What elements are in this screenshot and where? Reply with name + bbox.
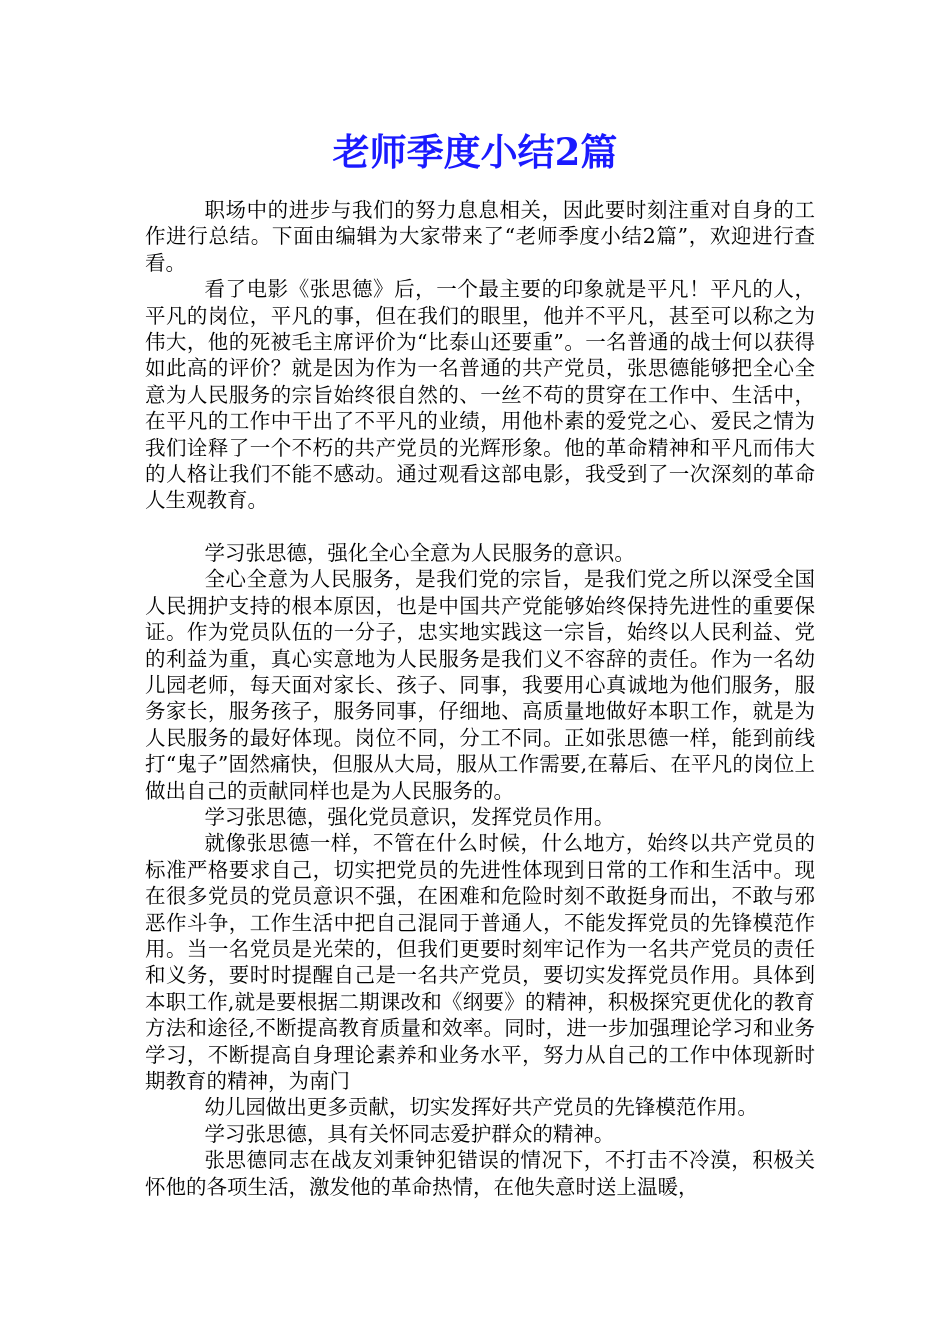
paragraph-care-comrades: 张思德同志在战友刘秉钟犯错误的情况下，不打击不冷漠，积极关怀他的各项生活，激发他的革命热情，在他失意时送上温暖， <box>145 1148 815 1199</box>
paragraph-serve-people: 全心全意为人民服务，是我们党的宗旨，是我们党之所以深受全国人民拥护支持的根本原因，也是中国共产党能够始终保持先进性的重要保证。作为党员队伍的一分子，忠实地实践这一宗旨，始终以人民利益、党的利益为重，真心实意地为人民服务是我们义不容辞的责任。作为一名幼儿园老师，每天面对家长、孩子、同事，我要用心真诚地为他们服务，服务家长，服务孩子，服务同事，仔细地、高质量地做好本职工作，就是为人民服务的最好体现。岗位不同，分工不同。正如张思德一样，能到前线打“鬼子”固然痛快，但服从大局，服从工作需要,在幕后、在平凡的岗位上做出自己的贡献同样也是为人民服务的。 <box>145 567 815 803</box>
paragraph-party-awareness: 就像张思德一样，不管在什么时候，什么地方，始终以共产党员的标准严格要求自己，切实把党员的先进性体现到日常的工作和生活中。现在很多党员的党员意识不强，在困难和危险时刻不敢挺身而出，不敢与邪恶作斗争，工作生活中把自己混同于普通人，不能发挥党员的先锋模范作用。当一名党员是光荣的，但我们更要时刻牢记作为一名共产党员的责任和义务，要时时提醒自己是一名共产党员，要切实发挥党员作用。具体到本职工作,就是要根据二期课改和《纲要》的精神，积极探究更优化的教育方法和途径,不断提高教育质量和效率。同时，进一步加强理论学习和业务学习，不断提高自身理论素养和业务水平，努力从自己的工作中体现新时期教育的精神，为南门 <box>145 831 815 1093</box>
section-heading-care-comrades: 学习张思德，具有关怀同志爱护群众的精神。 <box>204 1121 615 1146</box>
document-title: 老师季度小结2篇 <box>332 130 618 174</box>
paragraph-spacer <box>145 514 815 540</box>
document-body <box>145 197 815 1200</box>
paragraph-kindergarten: 幼儿园做出更多贡献，切实发挥好共产党员的先锋模范作用。 <box>204 1095 758 1120</box>
paragraph-intro: 职场中的进步与我们的努力息息相关，因此要时刻注重对自身的工作进行总结。下面由编辑为大家带来了“老师季度小结2篇”，欢迎进行查看。 <box>145 198 815 275</box>
paragraph-movie-impression: 看了电影《张思德》后，一个最主要的印象就是平凡！平凡的人，平凡的岗位，平凡的事，但在我们的眼里，他并不平凡，甚至可以称之为伟大，他的死被毛主席评价为“比泰山还要重”。一名普通的战士何以获得如此高的评价？就是因为作为一名普通的共产党员，张思德能够把全心全意为人民服务的宗旨始终很自然的、一丝不苟的贯穿在工作中、生活中，在平凡的工作中干出了不平凡的业绩，用他朴素的爱党之心、爱民之情为我们诠释了一个不朽的共产党员的光辉形象。他的革命精神和平凡而伟大的人格让我们不能不感动。通过观看这部电影，我受到了一次深刻的革命人生观教育。 <box>145 277 815 513</box>
section-heading-party-awareness: 学习张思德，强化党员意识，发挥党员作用。 <box>204 804 615 829</box>
section-heading-serve-people: 学习张思德，强化全心全意为人民服务的意识。 <box>204 540 635 565</box>
